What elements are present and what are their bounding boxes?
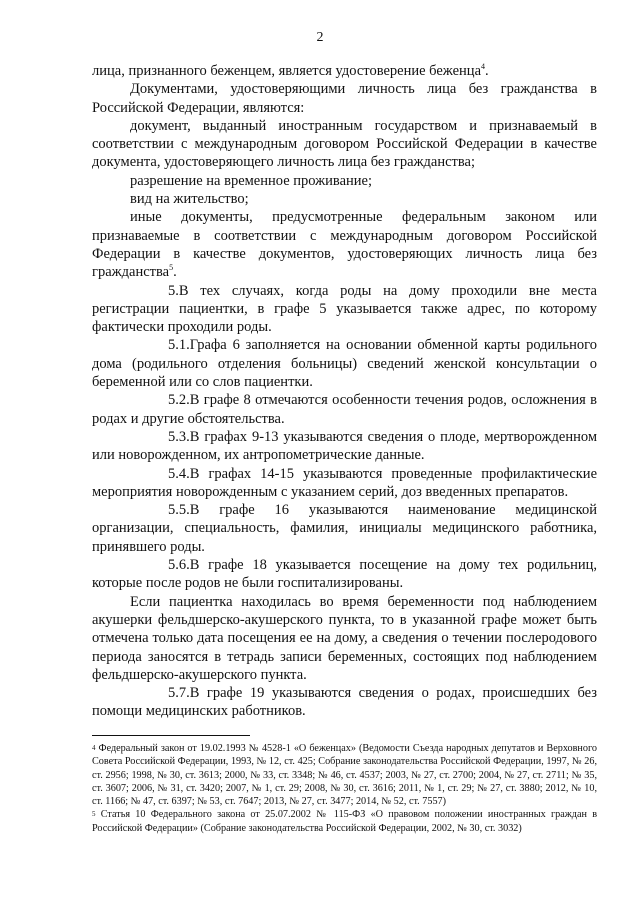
footnote-ref[interactable]: 4 xyxy=(481,62,486,72)
paragraph-number: 5.6. xyxy=(168,557,190,574)
numbered-paragraph: 5.5.В графе 16 указываются наименование медицинской организации, специальность, фамилия, инициалы медицинского работника, принявшего роды. xyxy=(92,502,597,555)
paragraph: лица, признанного беженцем, является удостоверение беженца$^4$. xyxy=(92,62,489,79)
document-body xyxy=(92,62,597,721)
paragraph-number: 5.4. xyxy=(168,465,190,482)
paragraph-number: 5.1. xyxy=(168,337,190,354)
paragraph: документ, выданный иностранным государством и признаваемый в соответствии с международным договором Российской Федерации в качестве документа, удостоверяющего личность лица без гражданства; xyxy=(92,117,597,171)
paragraph-number: 5.2. xyxy=(168,392,190,409)
paragraph-number: 5.5. xyxy=(168,502,190,519)
footnote xyxy=(92,808,597,835)
paragraph: вид на жительство; xyxy=(130,191,249,208)
numbered-paragraph: 5.В тех случаях, когда роды на дому проходили вне места регистрации пациентки, в графе 5 указывается также адрес, по которому фактически проходили роды. xyxy=(92,282,597,336)
footnote-mark: 5 xyxy=(92,810,96,819)
numbered-paragraph: 5.1.Графа 6 заполняется на основании обменной карты родильного дома (родильного отделения больницы) сведений женской консультации о беременной или со слов пациентки. xyxy=(92,337,597,391)
footnotes xyxy=(92,742,597,835)
footnote xyxy=(92,742,597,808)
paragraph-number: 5. xyxy=(168,282,179,299)
numbered-paragraph: 5.4.В графах 14-15 указываются проведенные профилактические мероприятия новорожденным с указанием серий, доз введенных препаратов. xyxy=(92,465,597,500)
numbered-paragraph: 5.7.В графе 19 указываются сведения о родах, происшедших без помощи медицинских работников. xyxy=(92,685,597,720)
footnote-text: Статья 10 Федерального закона от 25.07.2002 № 115-ФЗ «О правовом положении иностранных граждан в Российской Федерации» (Собрание законодательства Российской Федерации, 2002, № 30, ст. 3032) xyxy=(92,809,597,834)
numbered-paragraph: 5.2.В графе 8 отмечаются особенности течения родов, осложнения в родах и другие обстоятельства. xyxy=(92,392,597,427)
paragraph: иные документы, предусмотренные федеральным законом или признаваемые в соответствии с международным договором Российской Федерации в качестве документов, удостоверяющих личность лица без гражданства$^5$. xyxy=(92,209,597,281)
numbered-paragraph: 5.3.В графах 9-13 указываются сведения о плоде, мертворожденном или новорожденном, их антропометрические данные. xyxy=(92,428,597,464)
paragraph: Если пациентка находилась во время беременности под наблюдением акушерки фельдшерско-акушерского пункта, то в указанной графе может быть отмечена только дата посещения ее на дому, а сведения о течении послеродового периода заносятся в тетрадь записи беременных, состоящих под наблюдением фельдшерско-акушерского пункта. xyxy=(92,593,597,683)
paragraph-number: 5.3. xyxy=(168,428,190,445)
footnote-ref[interactable]: 5 xyxy=(169,263,174,273)
numbered-paragraph: 5.6.В графе 18 указывается посещение на дому тех родильниц, которые после родов не были госпитализированы. xyxy=(92,557,597,592)
paragraph: разрешение на временное проживание; xyxy=(130,172,373,189)
footnote-text: Федеральный закон от 19.02.1993 № 4528-1 «О беженцах» (Ведомости Съезда народных депутатов и Верховного Совета Российской Федерации, 1993, № 12, ст. 425; Собрание законодательства Российской Федерации, 1997, № 26, ст. 2956; 1998, № 30, ст. 3613; 2000, № 33, ст. 3348; № 46, ст. 4537; 2003, № 27, ст. 2700; 2004, № 27, ст. 2711; № 35, ст. 3607; 2006, № 31, ст. 3420; 2007, № 1, ст. 29; 2008, № 30, ст. 3616; 2011, № 1, ст. 29; № 27, ст. 3880; 2012, № 10, ст. 1166; № 47, ст. 6397; № 53, ст. 7647; 2013, № 27, ст. 3477; 2014, № 52, ст. 7557) xyxy=(92,743,597,808)
page-number: 2 xyxy=(316,30,324,45)
footnote-divider xyxy=(92,735,250,736)
paragraph-number: 5.7. xyxy=(168,685,190,702)
footnote-mark: 4 xyxy=(92,744,96,752)
paragraph: Документами, удостоверяющими личность лица без гражданства в Российской Федерации, являются: xyxy=(92,81,597,116)
